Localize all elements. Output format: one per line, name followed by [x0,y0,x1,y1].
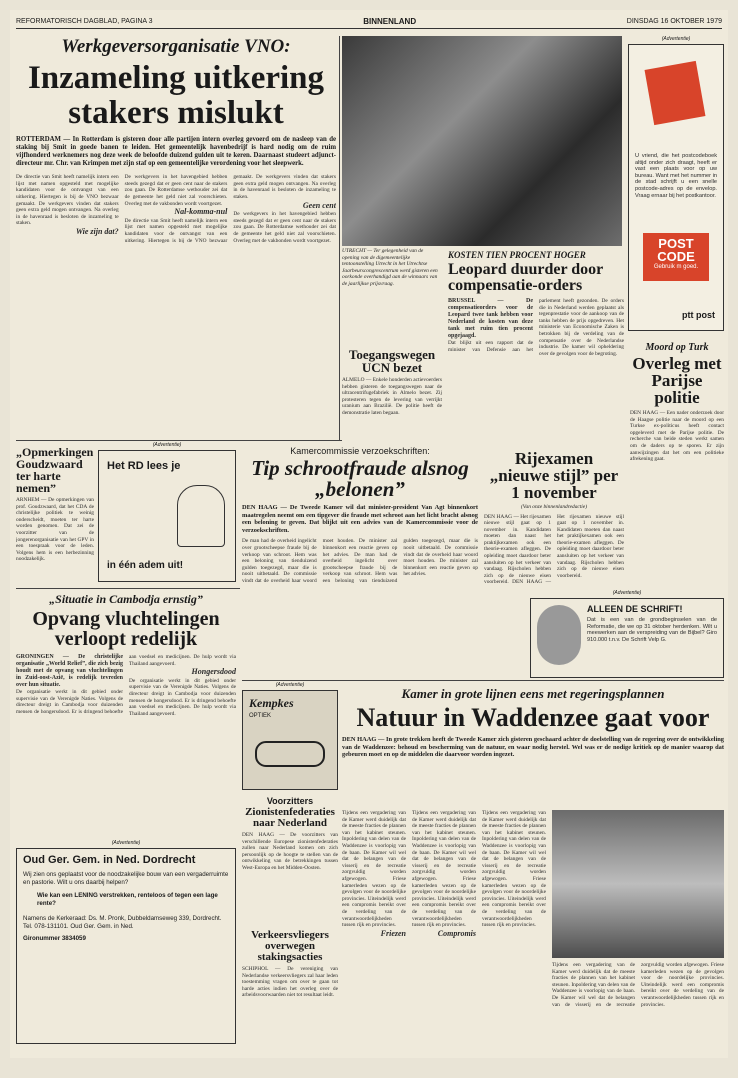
schroot-kicker: Kamercommissie verzoekschriften: [290,446,430,456]
vno-body-2: De werkgevers in het havengebied hebben steeds gezegd dat er geen cent naar de stakers zou gaan. De Rotterdamse wethouder zei dat de gemeente het geld niet zal voorschieten. Overleg met de vakbonden wordt voortgezet. [124,174,228,207]
ad-postcode-text: U vriend, die het postcodeboek altijd onder zich draagt, heeft er vast een plaats voor op uw bureau. Want met het nummer in de stad schrijft u een snelle postcode-adres op de envelop. Vraag ernaar bij het postkantoor. [635,153,717,199]
ad-rd-subline: in één adem uit! [107,560,184,571]
ucn-headline: Toegangswegen UCN bezet [348,348,436,375]
postcode-logo [643,233,709,281]
goudzwaard-headline: „Opmerkingen Goudzwaard ter harte nemen” [16,446,94,495]
ptt-post-brand: ptt post [682,310,715,320]
article-vno [16,36,336,436]
ad-kempkes-label: (Advertentie) [275,682,305,688]
glasses-icon [255,741,325,767]
wadden-body-3: Tijdens een vergadering van de Kamer werd duidelijk dat de meeste fracties de plannen van het kabinet steunen. Inpoldering van delen van de Waddenzee is voorlopig van de baan. De Kamer wil wel dat de belangen van de visserij en de recreatie zorgvuldig worden afgewogen. Friese kamerleden wezen op de gevolgen voor de noordelijke provincies. Uiteindelijk werd een compromis bereikt over de verdeling van de verantwoordelijkheden tussen rijk en provincies. [482,810,546,929]
cambodja-kicker: „Situatie in Cambodja ernstig” [49,592,203,606]
verkeer-body: SCHIPHOL — De vereniging van Nederlandse verkeersvliegers zal haar leden toestemming vragen om over te gaan tot harde acties indien het overleg over de arbeidsvoorwaarden niet tot resultaat leidt. [242,966,338,999]
ad-schrift-headline: ALLEEN DE SCHRIFT! [587,604,683,614]
wadden-kicker: Kamer in grote lijnen eens met regeringsplannen [401,686,665,701]
postcode-slogan: Gebruik m goed. [653,264,699,270]
rijexamen-body-2: DEN HAAG — Het rijexamen nieuwe stijl gaat op 1 november in. Kandidaten moeten dan naast het praktijkexamen ook een theorie-examen afleggen. De opleiding moet daardoor beter aansluiten op het verkeer van vandaag. Rijscholen hebben zich op de nieuwe eisen voorbereid. [512,513,624,586]
ad-rd-label: (Advertentie) [152,442,182,448]
leopard-kicker: KOSTEN TIEN PROCENT HOGER [448,250,586,260]
vno-sub-wie: Wie zijn dat? [75,227,119,237]
reader-illustration-icon [177,485,225,547]
vno-sub-nal: Nal-komma-nul [174,207,228,217]
postcode-logo-line1: POST [658,236,694,251]
cambodja-headline: Opvang vluchtelingen verloopt redelijk [32,608,220,650]
zionisten-headline: Zionistenfederaties naar Nederland [245,806,335,829]
schroot-headline: Tip schrootfraude alsnog „belonen” [251,456,469,501]
masthead-left: REFORMATORISCH DAGBLAD, PAGINA 3 [16,17,153,25]
zionisten-body: DEN HAAG — De voorzitters van verschillende Europese zionistenfederaties zullen naar Nederland komen om zich persoonlijk op de hoogte te stellen van de ontwikkeling van de betrekkingen tussen West-Europa en het Midden-Oosten. [242,832,338,871]
ad-postcode [628,36,724,336]
article-moord [630,342,724,592]
ad-schrift [530,590,724,680]
ad-kempkes [242,682,338,792]
ad-kerk-question: Wie kan een LENING verstrekken, renteloos of tegen een lage rente? [37,892,218,907]
article-zionisten [242,796,338,926]
kempkes-brand: Kempkes [249,696,294,710]
goudzwaard-body: ARNHEM — De opmerkingen van prof. Goudzwaard, dat het CDA de christelijke politiek te weinig onderscheidt, moeten ter harte worden genomen. Dat zei de voorzitter van de jongerenorganisatie van het GPV in een toespraak voor de leden. Volgens hem is een herbezinning noodzakelijk. [16,497,94,563]
cambodja-body: De organisatie werkt in dit gebied onder supervisie van de Verenigde Naties. Volgens de directeur dreigt in Cambodja voor duizenden mensen de hongersdood. Er is dringend behoefte aan voedsel en medicijnen. De hulp wordt via Thailand aangevoerd. [16,654,236,715]
article-verkeersvliegers [242,930,338,1050]
ad-rd-headline: Het RD lees je [107,460,181,472]
schroot-body-2: De man had de overheid ingelicht over grootscheepse fraude bij de verkoop van schroot. Hem was een beloning van tienduizend gulden toegezegd, maar die is nooit uitbetaald. De commissie vindt dat de overheid haar woord moet houden. De minister zal binnenkort een reactie geven op het advies. [322,538,478,584]
article-wadden-header [342,686,724,806]
schroot-body: De man had de overheid ingelicht over grootscheepse fraude bij de verkoop van schroot. Hem was een beloning van tienduizend gulden toegezegd, maar die is nooit uitbetaald. De commissie vindt dat de overheid haar woord moet houden. De minister zal binnenkort een reactie geven op het advies. [242,538,398,584]
divider-rule [339,36,340,440]
ad-postcode-box [628,44,724,331]
ad-schrift-label: (Advertentie) [612,590,642,596]
vno-columns [16,174,336,404]
article-goudzwaard [16,446,94,590]
newspaper-page [10,10,728,1058]
wadden-body-4: Tijdens een vergadering van de Kamer werd duidelijk dat de meeste fracties de plannen van het kabinet steunen. Inpoldering van delen van de Waddenzee is voorlopig van de baan. De Kamer wil wel dat de belangen van de visserij en de recreatie zorgvuldig worden afgewogen. Friese kamerleden wezen op de gevolgen voor de noordelijke provincies. Uiteindelijk werd een compromis bereikt over de verdeling van de verantwoordelijkheden tussen rijk en provincies. [552,962,724,1008]
moord-headline: Overleg met Parijse politie [632,354,722,407]
wadden-sub-compromis: Compromis [437,928,476,938]
ad-kerk-title: Oud Ger. Gem. in Ned. Dordrecht [23,854,196,866]
masthead [16,14,722,29]
ad-postcode-label: (Advertentie) [661,36,691,42]
child-portrait-icon [537,605,581,665]
rijexamen-byline: (Van onze binnenlandredactie) [521,504,587,510]
ad-kerk-label: (Advertentie) [111,840,141,846]
vno-body-4: De werkgevers in het havengebied hebben steeds gezegd dat er geen cent naar de stakers zou gaan. De Rotterdamse wethouder zei dat de gemeente het geld niet zal voorschieten. Overleg met de vakbonden wordt voortgezet. [233,211,336,244]
rijexamen-body: DEN HAAG — Het rijexamen nieuwe stijl gaat op 1 november in. Kandidaten moeten dan naast het praktijkexamen ook een theorie-examen afleggen. De opleiding moet daardoor beter aansluiten op het verkeer van vandaag. Rijscholen hebben zich op de nieuwe eisen voorbereid. [484,513,551,586]
vno-body: De directie van Smit heeft namelijk intern een lijst met namen opgesteld met mogelijke kandidaten voor de ontvangst van een uitkering. Hiertegen is bij de VNO bezwaar gemaakt. De werkgevers vinden dat stakers geen extra geld mogen ontvangen. Na overleg in de havenraad is besloten de inzameling te staken. [16,174,119,227]
ad-rd [98,442,236,586]
article-leopard [448,250,624,440]
vno-body-3: De directie van Smit heeft namelijk intern een lijst met namen opgesteld met mogelijke kandidaten voor de ontvangst van een uitkering. Hiertegen is bij de VNO bezwaar gemaakt. De werkgevers vinden dat stakers geen extra geld mogen ontvangen. Na overleg in de havenraad is besloten de inzameling te staken. [124,174,336,244]
ad-schrift-body: Dat is een van de grondbeginselen van de Reformatie, die we op 31 oktober herdenken. Wilt u meewerken aan de verspreiding van de Bijbel? Giro 910.000 t.n.v. De Schrift Velp G. [587,617,717,643]
leopard-lead: BRUSSEL — De compensatieorders voor de Leopard twee tank hebben voor Nederland de kosten van deze tank met ruim tien procent opgejaagd. [448,298,533,339]
kempkes-tag: OPTIEK [249,713,272,719]
leopard-body: Dat blijkt uit een rapport dat de minister van Defensie aan het parlement heeft gezonden. De orders die in Nederland werden geplaatst als tegenprestatie voor de aankoop van de tanks hebben de prijs opgedreven. Het ministerie van Economische Zaken is betrokken bij de verdeling van de compensatie over de Nederlandse industrie. De kamer wil opheldering over de gevolgen voor de begroting. [448,298,624,357]
masthead-section: BINNENLAND [363,16,417,26]
cambodja-body-2: De organisatie werkt in dit gebied onder supervisie van de Verenigde Naties. Volgens de directeur dreigt in Cambodja voor duizenden mensen de hongersdood. Er is dringend behoefte aan voedsel en medicijnen. De hulp wordt via Thailand aangevoerd. [129,677,236,717]
ad-kerk-giro: Gironummer 3834059 [23,934,86,942]
vno-kicker: Werkgeversorganisatie VNO: [61,36,291,57]
vno-sub-cent: Geen cent [302,200,336,210]
article-ucn [342,348,442,444]
article-schrootfraude [242,446,478,686]
wadden-body-2: Tijdens een vergadering van de Kamer werd duidelijk dat de meeste fracties de plannen van het kabinet steunen. Inpoldering van delen van de Waddenzee is voorlopig van de baan. De Kamer wil wel dat de belangen van de visserij en de recreatie zorgvuldig worden afgewogen. Friese kamerleden wezen op de gevolgen voor de noordelijke provincies. Uiteindelijk werd een compromis bereikt over de verdeling van de verantwoordelijkheden tussen rijk en provincies. [412,810,476,929]
divider-rule [242,680,724,681]
photo-ceremony-caption: UTRECHT — Ter gelegenheid van de opening van de digemeentelijke tentoonstelling Utrecht in het Utrechtse Jaarbeurscongrescentrum werd gisteren een oorkonde overhandigd aan de winnaars van de jaarlijkse prijsvraag. [342,248,438,287]
wadden-sub-friezen: Friezen [380,928,406,938]
ad-kerk-contact: Namens de Kerkeraad: Ds. M. Pronk, Dubbeldamseweg 339, Dordrecht. Tel. 078-131101. Oud Ger. Gem. in Ned. [23,915,222,930]
rijexamen-headline: Rijexamen „nieuwe stijl” per 1 november [489,450,619,502]
zionisten-kicker: Voorzitters [266,796,314,806]
cambodja-lead: GRONINGEN — De christelijke organisatie „World Relief”, die zich bezig houdt met de opvang van vluchtelingen in Zuid-oost-Azië, is redelijk tevreden over hun situatie. [16,654,123,688]
masthead-date: DINSDAG 16 OKTOBER 1979 [626,17,722,25]
photo-ceremony [342,36,622,246]
ad-kerk [16,840,236,1050]
photo-waddenzee [552,810,724,958]
wadden-body-right [552,962,724,1050]
verkeer-headline: Verkeersvliegers overwegen stakingsacties [251,930,329,963]
vno-lead: ROTTERDAM — In Rotterdam is gisteren door alle partijen intern overleg gevoerd om de nasleep van de staking bij Smit in goede banen te leiden. Het gemeentelijk havenbedrijf is hard nodig om de ruim vijfhonderd werknemers nog deze week de beloofde duizend gulden uit te keren. Daarnaast studeert adjunct-directeur mr. Chr. van Krimpen met zijn staf op een gemeentelijke verordening voor het sleepwerk. [16,136,336,168]
article-cambodja [16,592,236,822]
wadden-body: Tijdens een vergadering van de Kamer werd duidelijk dat de meeste fracties de plannen van het kabinet steunen. Inpoldering van delen van de Waddenzee is voorlopig van de baan. De Kamer wil wel dat de belangen van de visserij en de recreatie zorgvuldig worden afgewogen. Friese kamerleden wezen op de gevolgen voor de noordelijke provincies. Uiteindelijk werd een compromis bereikt over de verdeling van de verantwoordelijkheden tussen rijk en provincies. [342,810,406,929]
divider-rule [16,440,342,441]
postcode-envelope-icon [645,61,706,125]
leopard-headline: Leopard duurder door compensatie-orders [448,261,603,294]
cambodja-sub: Hongersdood [191,667,236,677]
postcode-logo-line2: CODE [657,249,695,264]
moord-body: DEN HAAG — Een nader onderzoek door de Haagse politie naar de moord op een Turkse ex-politicus heeft contact opgeleverd met de Parijse politie. De recherche van beide steden werkt samen om de daders op te sporen. Er zijn aanwijzingen dat het om een politieke afrekening gaat. [630,410,724,463]
wadden-body-columns [342,810,546,1050]
ad-kerk-text: Wij zien ons geplaatst voor de noodzakelijke bouw van een vergaderruimte en pastorie. Wilt u ons daarbij helpen? [23,871,229,886]
wadden-lead: DEN HAAG — In grote trekken heeft de Tweede Kamer zich gisteren geschaard achter de doelstelling van de regering over de ontwikkeling van de Waddenzee: behoud en bescherming van de natuur, en waar nodig herstel. Wel was er de nodige kritiek op de manier waarop dat gebeuren moet en op de middelen die daarvoor worden ingezet. [342,736,724,759]
divider-rule [16,588,240,589]
vno-headline: Inzameling uitkering stakers mislukt [27,60,325,131]
wadden-headline: Natuur in Waddenzee gaat voor [356,703,710,732]
ucn-body: ALMELO — Enkele honderden actievoerders hebben gisteren de toegangswegen naar de ultracentrifugefabriek in Almelo bezet. Zij protesteren tegen de levering van verrijkt uranium aan Brazilië. De politie heeft de demonstratie laten begaan. [342,377,442,416]
moord-kicker: Moord op Turk [645,342,709,353]
schroot-lead: DEN HAAG — De Tweede Kamer wil dat minister-president Van Agt binnenkort maatregelen neemt om een tipgever die fraude met schroot aan het licht bracht alsnog een beloning te geven. Dat blijkt uit een advies van de Kamercommissie voor de verzoekschriften. [242,504,478,534]
